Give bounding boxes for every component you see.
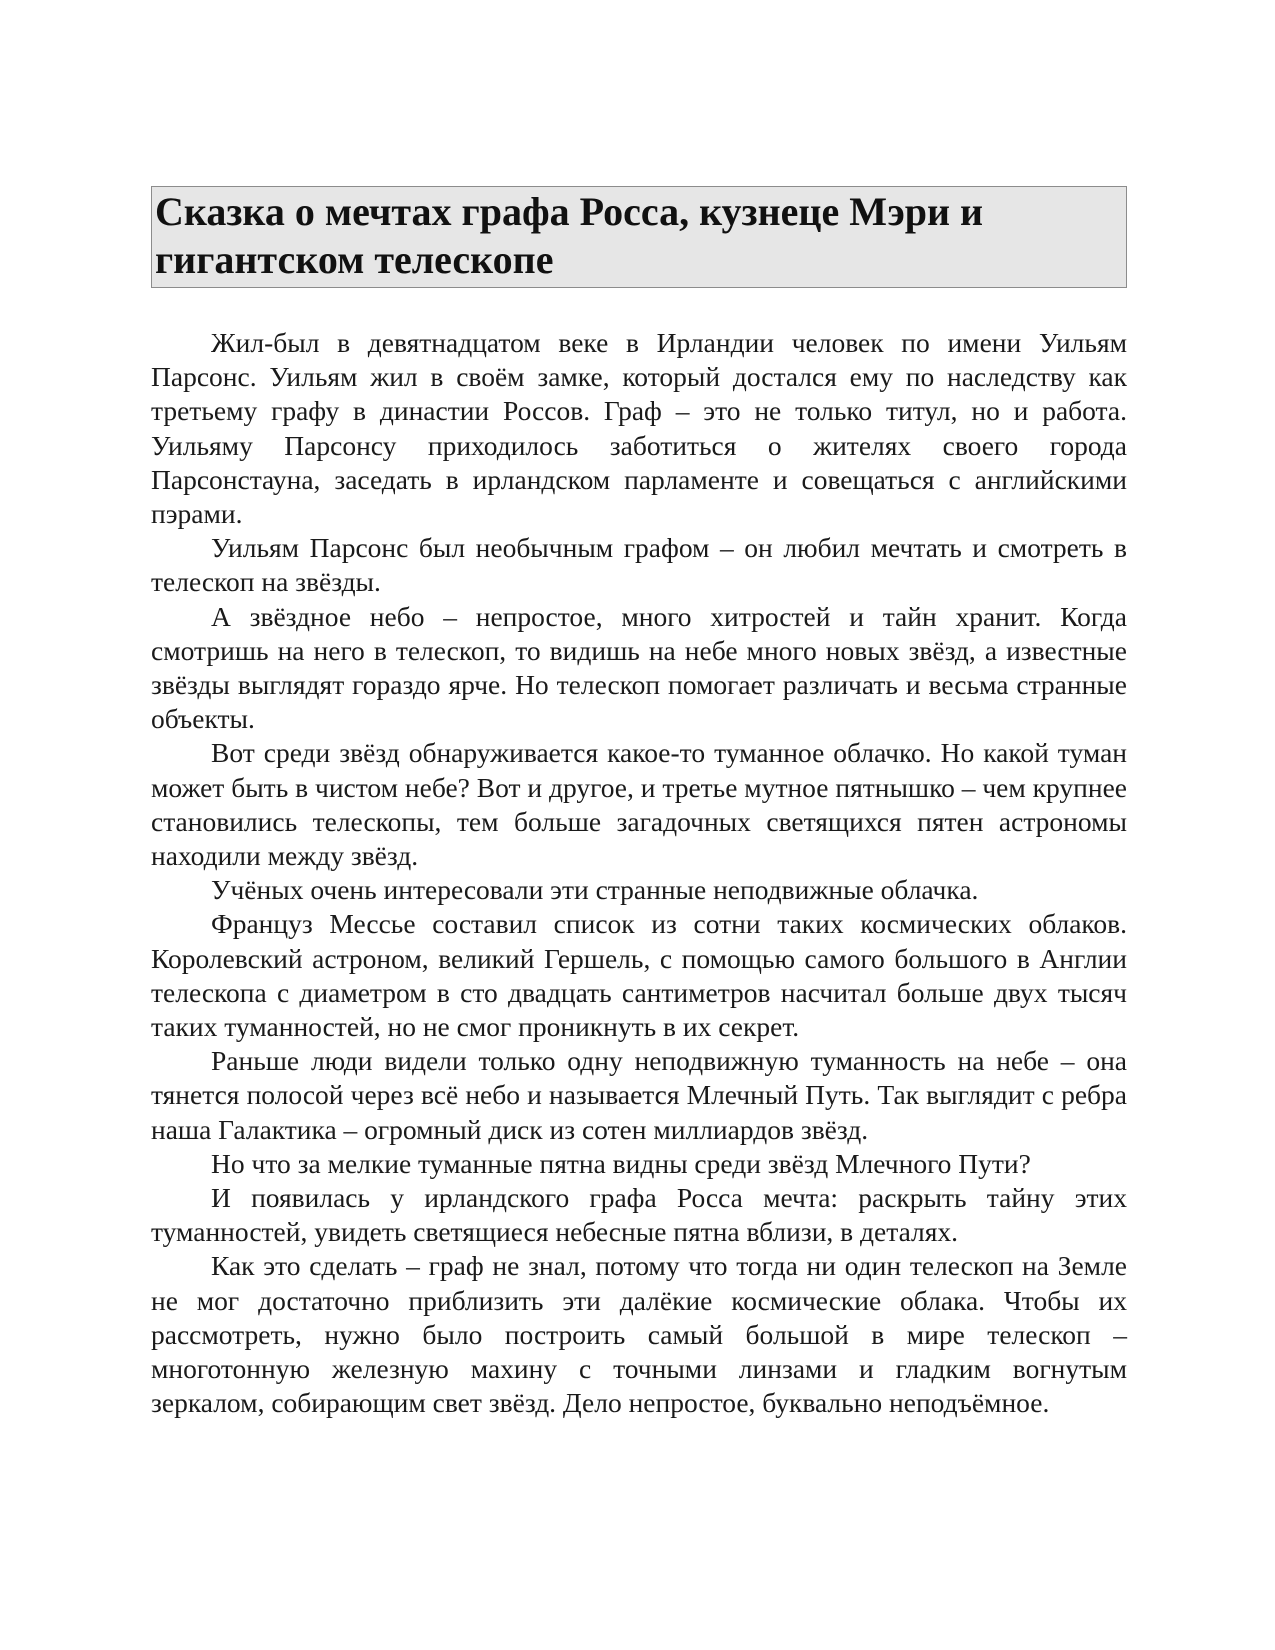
document-page (151, 186, 1127, 1421)
paragraph: Француз Мессье составил список из сотни таких космических облаков. Королевский астроном, великий Гершель, с помощью самого большого в Англии телескопа с диаметром в сто двадцать сантиметров насчитал больше двух тысяч таких туманностей, но не смог проникнуть в их секрет. (151, 908, 1127, 1043)
paragraph: Как это сделать – граф не знал, потому что тогда ни один телескоп на Земле не мог достаточно приблизить эти далёкие космические облака. Чтобы их рассмотреть, нужно было построить самый большой в мире телескоп – многотонную железную махину с точными линзами и гладким вогнутым зеркалом, собирающим свет звёзд. Дело непростое, буквально неподъёмное. (151, 1250, 1127, 1419)
paragraph: И появилась у ирландского графа Росса мечта: раскрыть тайну этих туманностей, увидеть светящиеся небесные пятна вблизи, в деталях. (151, 1182, 1127, 1248)
paragraph: А звёздное небо – непростое, много хитростей и тайн хранит. Когда смотришь на него в телескоп, то видишь на небе много новых звёзд, а известные звёзды выглядят гораздо ярче. Но телескоп помогает различать и весьма странные объекты. (151, 600, 1127, 735)
paragraph: Учёных очень интересовали эти странные неподвижные облачка. (211, 874, 979, 906)
paragraph: Уильям Парсонс был необычным графом – он любил мечтать и смотреть в телескоп на звёзды. (151, 532, 1127, 598)
page-title: Сказка о мечтах графа Росса, кузнеце Мэри и гигантском телескопе (155, 189, 984, 282)
paragraph: Но что за мелкие туманные пятна видны среди звёзд Млечного Пути? (211, 1147, 1031, 1179)
document-body (151, 326, 1127, 1421)
paragraph: Вот среди звёзд обнаруживается какое-то туманное облачко. Но какой туман может быть в чистом небе? Вот и другое, и третье мутное пятнышко – чем крупнее становились телескопы, тем больше загадочных светящихся пятен астрономы находили между звёзд. (151, 737, 1127, 872)
title-box (151, 186, 1127, 288)
paragraph: Жил-был в девятнадцатом веке в Ирландии человек по имени Уильям Парсонс. Уильям жил в своём замке, который достался ему по наследству как третьему графу в династии Россов. Граф – это не только титул, но и работа. Уильяму Парсонсу приходилось заботиться о жителях своего города Парсонстауна, заседать в ирландском парламенте и совещаться с английскими пэрами. (151, 327, 1127, 530)
paragraph: Раньше люди видели только одну неподвижную туманность на небе – она тянется полосой через всё небо и называется Млечный Путь. Так выглядит с ребра наша Галактика – огромный диск из сотен миллиардов звёзд. (151, 1045, 1127, 1145)
